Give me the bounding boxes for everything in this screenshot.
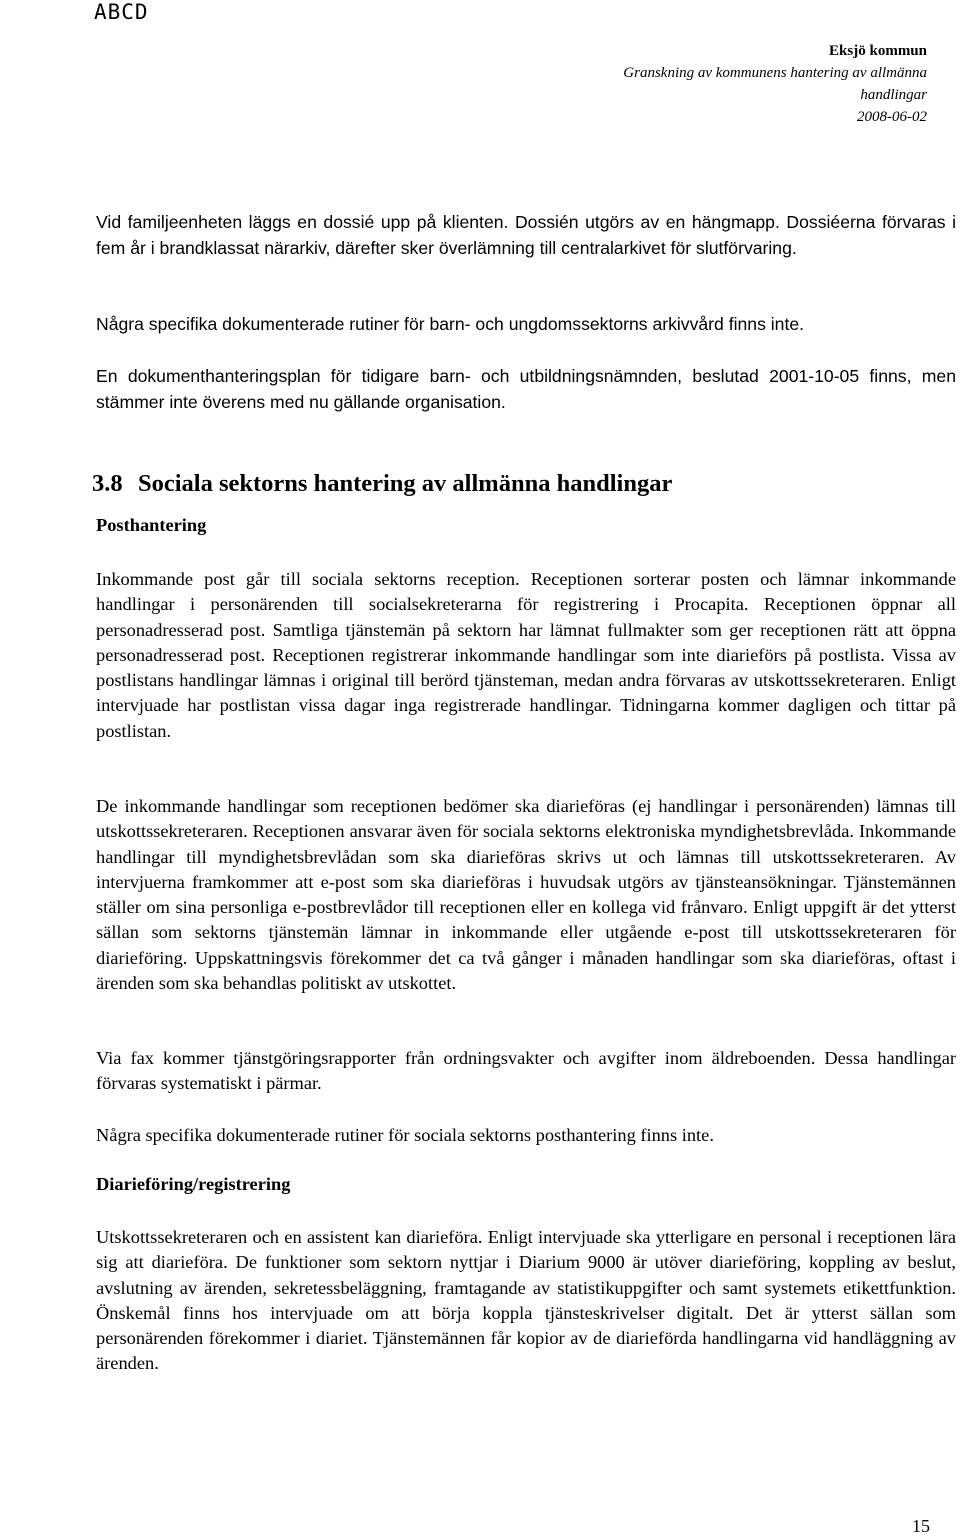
header-subtitle-line1: Granskning av kommunens hantering av allmänna — [623, 65, 927, 81]
paragraph-inkommande-post: Inkommande post går till sociala sektorns reception. Receptionen sorterar posten och lämnar inkommande handlingar i personärenden till socialsekreterarna för registrering i Procapita. Receptionen öppnar all personadresserad post. Samtliga tjänstemän på sektorn har lämnat fullmakter som ger receptionen rätt att öppna personadresserad post. Receptionen registrerar inkommande handlingar som inte diarieförs på postlista. Vissa av postlistans handlingar lämnas i original till berörd tjänsteman, medan andra förvaras av utskottssekreteraren. Enligt intervjuade har postlistan vissa dagar inga registrerade handlingar. Tidningarna kommer dagligen och tittar på postlistan. — [96, 569, 956, 741]
paragraph-diarieforas: De inkommande handlingar som receptionen bedömer ska diarieföras (ej handlingar i personärenden) lämnas till utskottssekreteraren. Receptionen ansvarar även för sociala sektorns elektroniska myndighetsbrevlåda. Inkommande handlingar till myndighetsbrevlådan som ska diarieföras skrivs ut och lämnas till utskottssekreteraren. Av intervjuerna framkommer att e-post som ska diarieföras i huvudsak utgörs av tjänsteansökningar. Tjänstemännen ställer om sina personliga e-postbrevlådor till receptionen eller en kollega vid frånvaro. Enligt uppgift är det ytterst sällan som sektorns tjänstemän lämnar in inkommande eller utgående e-post till utskottssekreteraren för diarieföring. Uppskattningsvis förekommer det ca två gånger i månaden handlingar som ska diarieföras, oftast i ärenden som ska behandlas politiskt av utskottet. — [96, 796, 956, 994]
paragraph-utskottssekreteraren: Utskottssekreteraren och en assistent kan diarieföra. Enligt intervjuade ska ytterligare en personal i receptionen lära sig att diarieföra. De funktioner som sektorn nyttjar i Diarium 9000 är utöver diarieföring, koppling av beslut, avslutning av ärenden, sekretessbeläggning, framtagande av statistikuppgifter och samt systemets etikettfunktion. Önskemål finns hos intervjuade om att börja koppla tjänsteskrivelser digitalt. Det är ytterst sällan som personärenden förekommer i diariet. Tjänstemännen får kopior av de diarieförda handlingarna vid handläggning av ärenden. — [96, 1227, 956, 1374]
subsection-title-posthantering: Posthantering — [96, 515, 207, 535]
paragraph-dokumenthanteringsplan: En dokumenthanteringsplan för tidigare barn- och utbildningsnämnden, beslutad 2001-10-05 finns, men stämmer inte överens med nu gällande organisation. — [96, 366, 956, 412]
paragraph-familjeenheten: Vid familjeenheten läggs en dossié upp på klienten. Dossién utgörs av en hängmapp. Dossiéerna förvaras i fem år i brandklassat närarkiv, därefter sker överlämning till centralarkivet för slutförvaring. — [96, 212, 956, 258]
paragraph-rutiner-sociala: Några specifika dokumenterade rutiner för sociala sektorns posthantering finns inte. — [96, 1125, 714, 1145]
post-paragraph-block-1 — [96, 567, 956, 744]
header-organization: Eksjö kommun — [829, 43, 927, 59]
paragraph-block-rutiner — [96, 312, 956, 338]
diary-paragraph-block — [96, 1225, 956, 1377]
company-logo-text: ABCD — [94, 0, 149, 24]
post-paragraph-block-2 — [96, 794, 956, 996]
post-paragraph-block-3 — [96, 1046, 956, 1097]
section-title: Sociala sektorns hantering av allmänna handlingar — [138, 470, 673, 497]
header-subtitle-line2: handlingar — [860, 87, 927, 103]
post-paragraph-block-4 — [96, 1123, 956, 1148]
section-heading: 3.8 Sociala sektorns hantering av allmänna handlingar — [92, 470, 673, 497]
paragraph-fax: Via fax kommer tjänstgöringsrapporter från ordningsvakter och avgifter inom äldreboenden. Dessa handlingar förvaras systematiskt i pärmar. — [96, 1048, 956, 1094]
subsection-title-diarieforing: Diarieföring/registrering — [96, 1174, 291, 1194]
top-paragraphs — [96, 210, 956, 261]
paragraph-block-plan — [96, 364, 956, 415]
header-date: 2008-06-02 — [857, 109, 927, 125]
page-number: 15 — [912, 1516, 930, 1536]
paragraph-rutiner-barn: Några specifika dokumenterade rutiner för barn- och ungdomssektorns arkivvård finns inte. — [96, 314, 805, 334]
page-header — [507, 40, 927, 128]
